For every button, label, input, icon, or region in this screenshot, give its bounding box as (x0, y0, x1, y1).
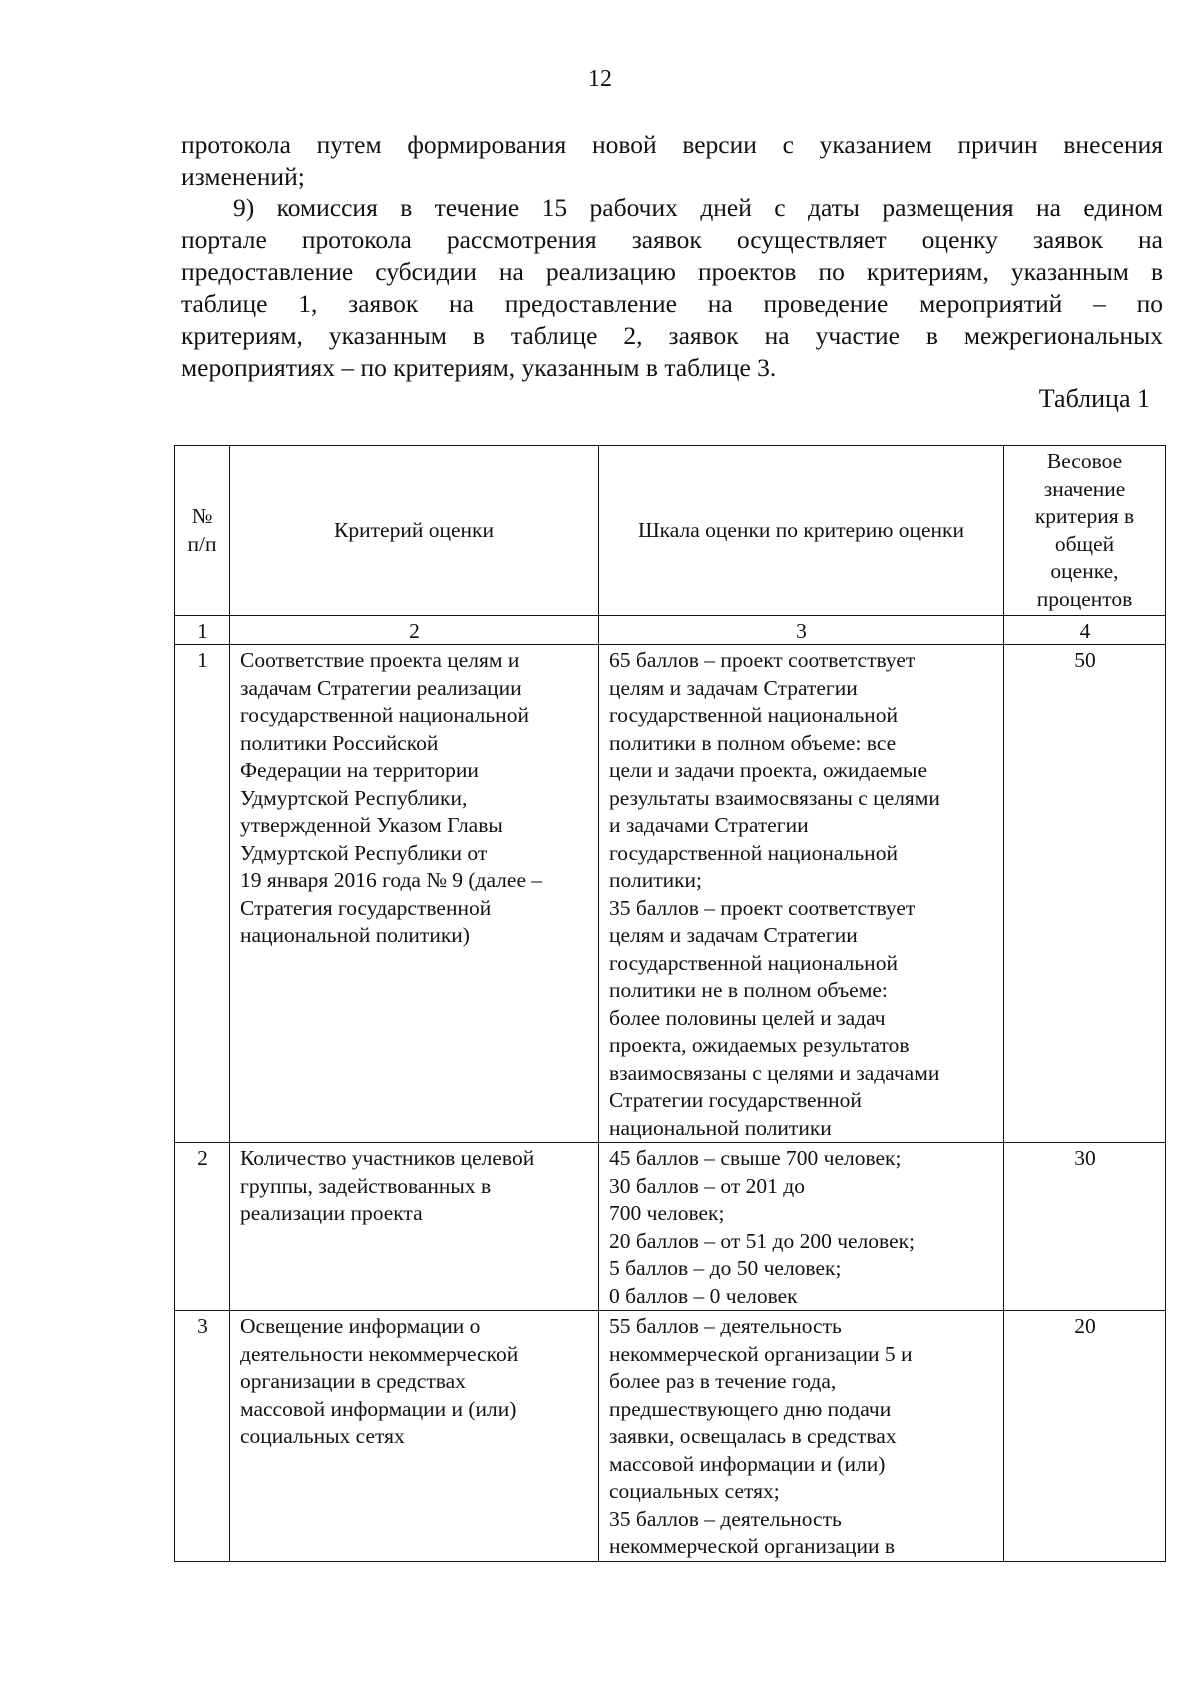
row-weight: 30 (1004, 1143, 1166, 1311)
column-number: 3 (599, 616, 1004, 645)
text-line: мероприятиях – по критериям, указанным в таблице 3. (181, 353, 777, 382)
row-num: 1 (175, 645, 230, 1143)
row-scale: 55 баллов – деятельность некоммерческой организации 5 и более раз в течение года, предшествующего дню подачи заявки, освещалась в средствах массовой информации и (или) социальных сетях; 35 баллов – деятельность некоммерческой организации в (599, 1311, 1004, 1562)
row-criterion: Соответствие проекта целям и задачам Стратегии реализации государственной национальной политики Российской Федерации на территории Удмуртской Республики, утвержденной Указом Главы Удмуртской Республики от 19 января 2016 года № 9 (далее – Стратегия государственной национальной политики) (230, 645, 599, 1143)
text-line: предоставление субсидии на реализацию проектов по критериям, указанным в (181, 257, 1163, 286)
column-number: 1 (175, 616, 230, 645)
row-weight: 20 (1004, 1311, 1166, 1562)
text-line: 9) комиссия в течение 15 рабочих дней с даты размещения на едином (233, 193, 1163, 222)
table-caption: Таблица 1 (1038, 384, 1150, 413)
text-line: изменений; (181, 162, 305, 191)
table-header-row (175, 446, 1166, 616)
column-number: 4 (1004, 616, 1166, 645)
text-line: критериям, указанным в таблице 2, заявок на участие в межрегиональных (181, 321, 1163, 350)
header-weight: Весовое значение критерия в общей оценке, процентов (1004, 446, 1166, 616)
header-scale: Шкала оценки по критерию оценки (599, 446, 1004, 616)
row-weight: 50 (1004, 645, 1166, 1143)
row-scale: 65 баллов – проект соответствует целям и задачам Стратегии государственной национальной политики в полном объеме: все цели и задачи проекта, ожидаемые результаты взаимосвязаны с целями и задачами Стратегии государственной национальной политики; 35 баллов – проект соответствует целям и задачам Стратегии государственной национальной политики не в полном объеме: более половины целей и задач проекта, ожидаемых результатов взаимосвязаны с целями и задачами Стратегии государственной национальной политики (599, 645, 1004, 1143)
paragraph-item-9 (181, 192, 1163, 384)
text-line: таблице 1, заявок на предоставление на проведение мероприятий – по (181, 289, 1163, 318)
row-num: 3 (175, 1311, 230, 1562)
table-row (175, 1143, 1166, 1311)
table-row (175, 645, 1166, 1143)
table-row (175, 1311, 1166, 1562)
column-number: 2 (230, 616, 599, 645)
column-number-row (175, 616, 1166, 645)
row-num: 2 (175, 1143, 230, 1311)
paragraph-continuation (181, 129, 1163, 193)
criteria-table (174, 445, 1166, 1562)
text-line: портале протокола рассмотрения заявок осуществляет оценку заявок на (181, 225, 1163, 254)
text-line: протокола путем формирования новой версии с указанием причин внесения (181, 130, 1163, 159)
page-number: 12 (588, 66, 612, 92)
row-criterion: Освещение информации о деятельности некоммерческой организации в средствах массовой информации и (или) социальных сетях (230, 1311, 599, 1562)
row-criterion: Количество участников целевой группы, задействованных в реализации проекта (230, 1143, 599, 1311)
row-scale: 45 баллов – свыше 700 человек; 30 баллов – от 201 до 700 человек; 20 баллов – от 51 до 200 человек; 5 баллов – до 50 человек; 0 баллов – 0 человек (599, 1143, 1004, 1311)
header-num: № п/п (175, 446, 230, 616)
header-criterion: Критерий оценки (230, 446, 599, 616)
